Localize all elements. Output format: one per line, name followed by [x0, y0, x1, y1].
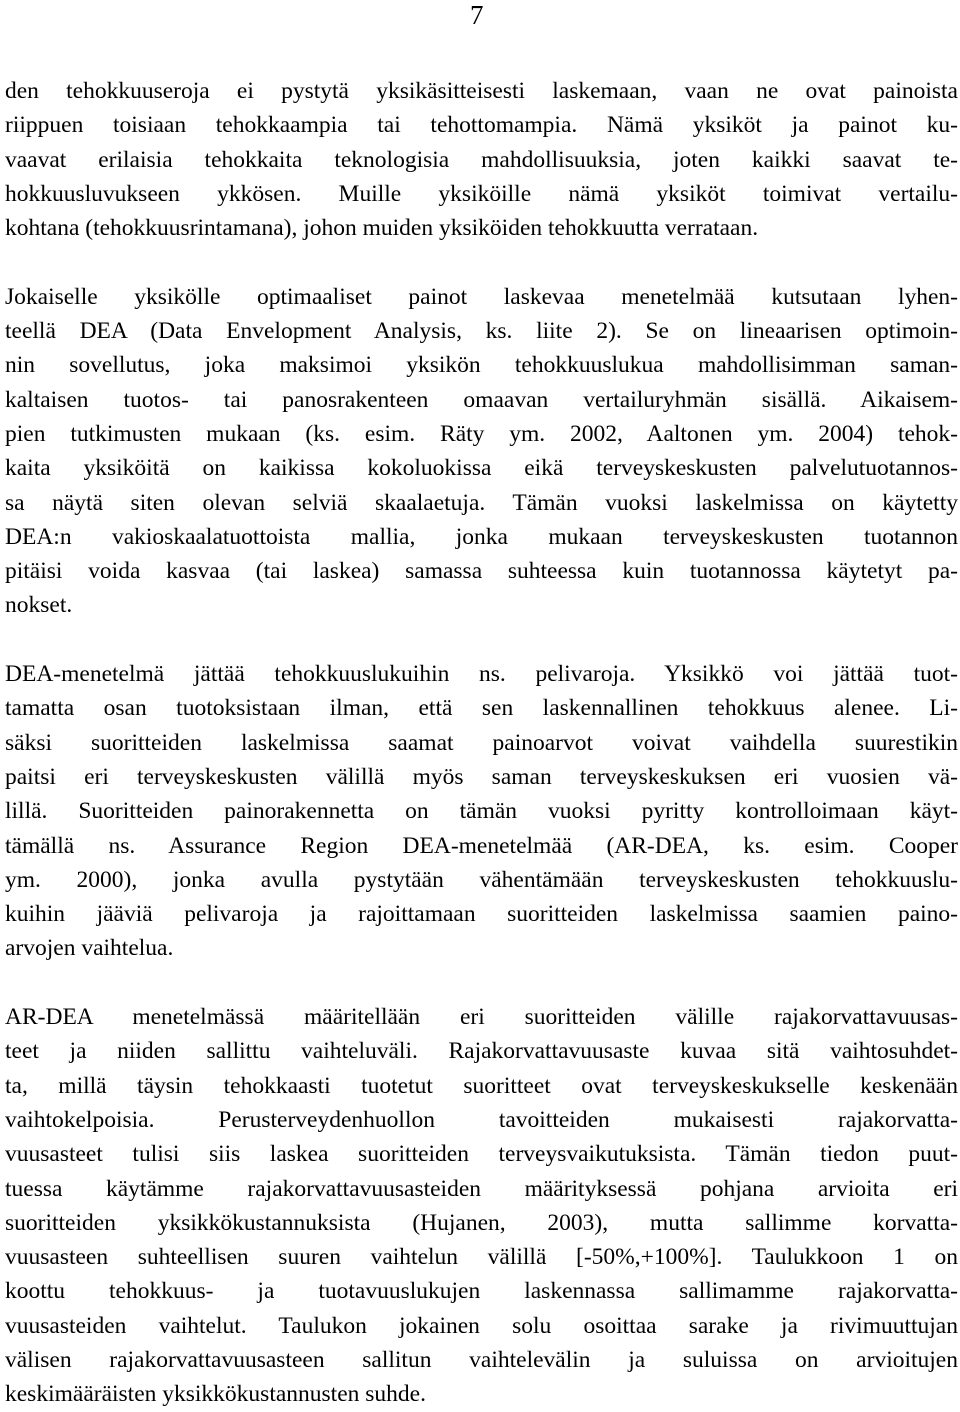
- paragraph: [5, 280, 958, 623]
- text-line: ta, millä täysin tehokkaasti tuotetut suoritteet ovat terveyskeskukselle keskenään: [5, 1072, 958, 1099]
- text-line: teet ja niiden sallittu vaihteluväli. Rajakorvattavuusaste kuvaa sitä vaihtosuhdet-: [5, 1038, 958, 1065]
- text-line: tuessa käytämme rajakorvattavuusasteiden määrityksessä pohjana arvioita eri: [5, 1175, 958, 1202]
- text-line: keskimääräisten yksikkökustannusten suhde.: [5, 1381, 426, 1408]
- paragraph-spacer: [5, 623, 958, 657]
- text-line: Jokaiselle yksikölle optimaaliset painot laskevaa menetelmää kutsutaan lyhen-: [5, 283, 958, 310]
- text-line: vuusasteet tulisi siis laskea suoritteiden terveysvaikutuksista. Tämän tiedon puut-: [5, 1141, 958, 1168]
- paragraph-spacer: [5, 966, 958, 1000]
- text-line: nin sovellutus, joka maksimoi yksikön tehokkuuslukua mahdollisimman saman-: [5, 352, 958, 379]
- paragraph-spacer: [5, 245, 958, 279]
- text-line: välisen rajakorvattavuusasteen sallitun vaihtelevälin ja suluissa on arvioitujen: [5, 1346, 958, 1373]
- text-line: sa näytä siten olevan selviä skaalaetuja. Tämän vuoksi laskelmissa on käytetty: [5, 489, 958, 516]
- document-body: [5, 74, 958, 1412]
- paragraph: [5, 657, 958, 966]
- paragraph: [5, 74, 958, 245]
- text-line: lillä. Suoritteiden painorakennetta on tämän vuoksi pyritty kontrolloimaan käyt-: [5, 798, 958, 825]
- text-line: hokkuusluvukseen ykkösen. Muille yksiköille nämä yksiköt toimivat vertailu-: [5, 180, 958, 207]
- text-line: kaita yksiköitä on kaikissa kokoluokissa eikä terveyskeskusten palvelutuotannos-: [5, 455, 958, 482]
- text-line: nokset.: [5, 592, 73, 619]
- text-line: paitsi eri terveyskeskusten välillä myös saman terveyskeskuksen eri vuosien vä-: [5, 763, 958, 790]
- text-line: kuihin jääviä pelivaroja ja rajoittamaan suoritteiden laskelmissa saamien paino-: [5, 901, 958, 928]
- text-line: arvojen vaihtelua.: [5, 935, 174, 962]
- text-line: DEA:n vakioskaalatuottoista mallia, jonka mukaan terveyskeskusten tuotannon: [5, 523, 958, 550]
- paragraph: [5, 1000, 958, 1412]
- text-line: vaihtokelpoisia. Perusterveydenhuollon tavoitteiden mukaisesti rajakorvatta-: [5, 1106, 958, 1133]
- text-line: tamatta osan tuotoksistaan ilman, että sen laskennallinen tehokkuus alenee. Li-: [5, 695, 958, 722]
- text-line: den tehokkuuseroja ei pystytä yksikäsitteisesti laskemaan, vaan ne ovat painoista: [5, 78, 958, 104]
- text-line: suoritteiden yksikkökustannuksista (Hujanen, 2003), mutta sallimme korvatta-: [5, 1209, 958, 1236]
- page-number: 7: [470, 0, 484, 30]
- text-line: säksi suoritteiden laskelmissa saamat painoarvot voivat vaihdella suurestikin: [5, 729, 958, 756]
- text-line: tämällä ns. Assurance Region DEA-menetelmää (AR-DEA, ks. esim. Cooper: [5, 832, 958, 859]
- text-line: pien tutkimusten mukaan (ks. esim. Räty ym. 2002, Aaltonen ym. 2004) tehok-: [5, 420, 958, 447]
- text-line: vaavat erilaisia tehokkaita teknologisia mahdollisuuksia, joten kaikki saavat te-: [5, 146, 958, 173]
- text-line: teellä DEA (Data Envelopment Analysis, ks. liite 2). Se on lineaarisen optimoin-: [5, 318, 958, 345]
- text-line: vuusasteen suhteellisen suuren vaihtelun välillä [-50%,+100%]. Taulukkoon 1 on: [5, 1244, 958, 1271]
- text-line: riippuen toisiaan tehokkaampia tai tehottomampia. Nämä yksiköt ja painot ku-: [5, 112, 958, 139]
- text-line: ym. 2000), jonka avulla pystytään vähentämään terveyskeskusten tehokkuuslu-: [5, 866, 958, 893]
- text-line: pitäisi voida kasvaa (tai laskea) samassa suhteessa kuin tuotannossa käytetyt pa-: [5, 558, 958, 585]
- text-line: vuusasteiden vaihtelut. Taulukon jokainen solu osoittaa sarake ja rivimuuttujan: [5, 1312, 958, 1339]
- text-line: kohtana (tehokkuusrintamana), johon muiden yksiköiden tehokkuutta verrataan.: [5, 215, 759, 242]
- text-line: koottu tehokkuus- ja tuotavuuslukujen laskennassa sallimamme rajakorvatta-: [5, 1278, 958, 1305]
- text-line: kaltaisen tuotos- tai panosrakenteen omaavan vertailuryhmän sisällä. Aikaisem-: [5, 386, 958, 413]
- text-line: AR-DEA menetelmässä määritellään eri suoritteiden välille rajakorvattavuusas-: [5, 1004, 958, 1031]
- text-line: DEA-menetelmä jättää tehokkuuslukuihin ns. pelivaroja. Yksikkö voi jättää tuot-: [5, 661, 958, 688]
